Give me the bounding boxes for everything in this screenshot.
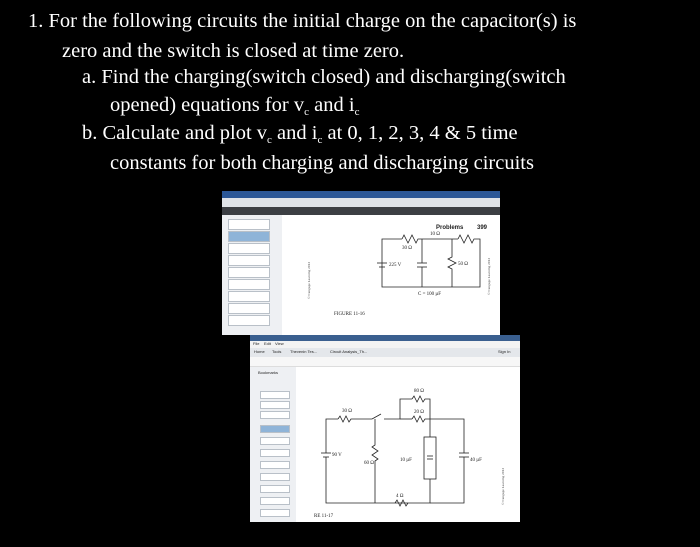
label-r5: 4 Ω [396,494,404,499]
label-r1: 10 Ω [430,232,440,237]
part-a-text-1: opened) equations for v [110,94,305,116]
label-r3: 50 Ω [458,262,468,267]
figure-label: FIGURE 11-16 [334,312,365,317]
label-cap: C = 100 µF [418,292,442,297]
label-source: 90 V [332,453,342,458]
figure-label: RE 11-17 [314,514,334,519]
tab-document-1[interactable]: Thevenin Tes... [290,349,318,354]
top-screenshot [222,191,500,335]
part-a-text-2: and i [309,94,355,116]
menu-file[interactable]: File [253,341,260,346]
tab-document-2[interactable]: Circuit Analysis_Th... [330,349,368,354]
circuit-figure-11-17 [250,335,520,522]
bookmarks-title: Bookmarks [258,370,279,375]
question-line-1: 1. For the following circuits the initial charge on the capacitor(s) is [28,10,577,32]
label-r2: 30 Ω [402,246,412,251]
side-credit-right: © Cengage Learning 2013 [487,257,491,295]
part-b-line-2: constants for both charging and discharging circuits [110,152,534,174]
tab-tools[interactable]: Tools [272,349,282,354]
label-source: 225 V [389,263,402,268]
page-number: 399 [477,225,488,231]
part-a-line-1: a. Find the charging(switch closed) and discharging(switch [82,66,566,88]
question-line-2: zero and the switch is closed at time zero. [62,40,405,62]
label-c1: 10 µF [400,458,412,463]
circuit-figure-11-16 [222,191,500,335]
label-c2: 40 µF [470,458,482,463]
label-r2: 60 Ω [364,461,374,466]
sign-in-button[interactable]: Sign In [498,349,511,354]
menu-edit[interactable]: Edit [264,341,271,346]
tab-home[interactable]: Home [254,349,265,354]
menu-view[interactable]: View [275,341,284,346]
part-b-text-1: b. Calculate and plot v [82,122,268,144]
sub-c: c [304,106,310,118]
sub-c: c [354,106,360,118]
label-r3: 80 Ω [414,389,424,394]
label-r1: 30 Ω [342,409,352,414]
page-heading: Problems [436,225,464,231]
label-r4: 20 Ω [414,410,424,415]
part-b-text-2: and i [271,122,318,144]
sub-c: c [267,134,272,146]
side-credit: © Cengage Learning 2013 [501,467,505,505]
part-b-text-3: at 0, 1, 2, 3, 4 & 5 time [322,122,518,144]
bottom-screenshot [250,335,520,522]
side-credit: © Cengage Learning 2013 [307,261,311,299]
sub-c: c [317,134,323,146]
